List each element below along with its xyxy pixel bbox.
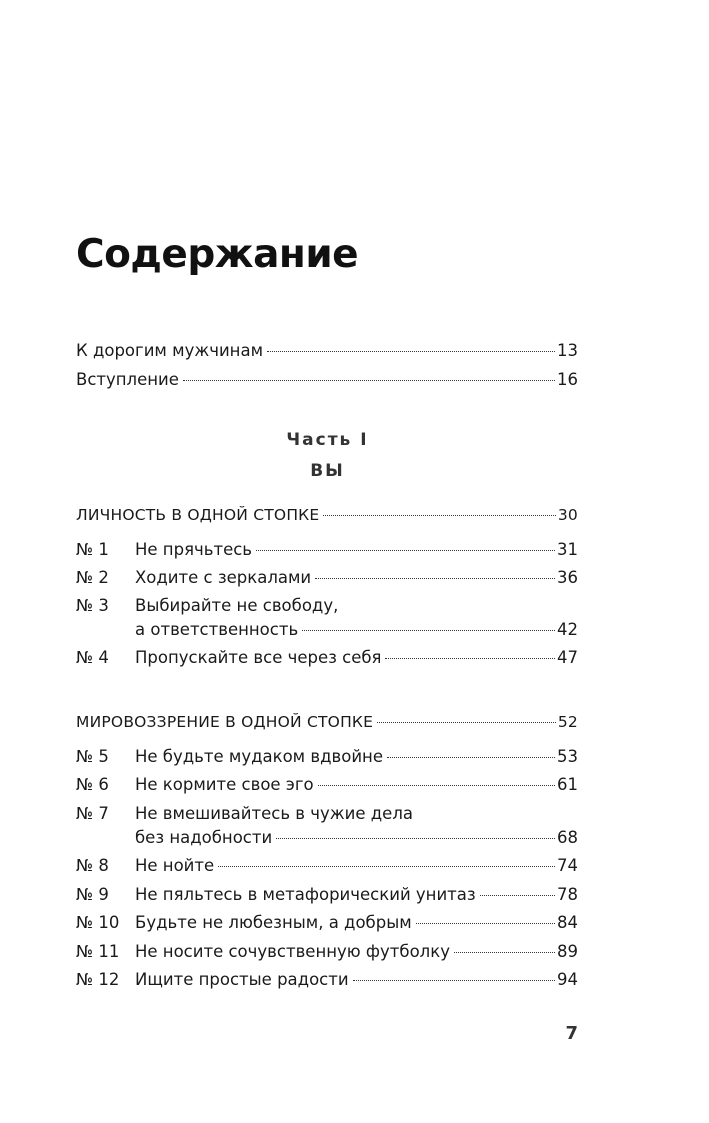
toc-chapter-first-line[interactable]: [76, 802, 413, 826]
toc-chapter[interactable]: [76, 538, 578, 562]
dot-leader: [416, 923, 555, 924]
chapter-page: 74: [557, 856, 578, 875]
dot-leader: [276, 838, 555, 839]
chapter-title: Не нойте: [135, 856, 215, 875]
chapter-title: Не вмешивайтесь в чужие дела: [135, 804, 413, 823]
chapter-number: № 1: [76, 540, 109, 559]
chapter-number: № 9: [76, 885, 109, 904]
section-page: 52: [557, 713, 578, 731]
toc-chapter-continuation[interactable]: [76, 618, 578, 642]
chapter-title: Не пяльтесь в метафорический унитаз: [135, 885, 476, 904]
page-number: 7: [565, 1023, 578, 1044]
section-title: МИРОВОЗЗРЕНИЕ В ОДНОЙ СТОПКЕ: [76, 713, 374, 731]
toc-entry[interactable]: [76, 368, 578, 392]
chapter-page: 89: [557, 942, 578, 961]
toc-chapter[interactable]: [76, 911, 578, 935]
chapter-title: Пропускайте все через себя: [135, 648, 382, 667]
chapter-page: 36: [557, 568, 578, 587]
section-title: ЛИЧНОСТЬ В ОДНОЙ СТОПКЕ: [76, 506, 320, 524]
dot-leader: [480, 895, 555, 896]
dot-leader: [318, 785, 555, 786]
chapter-number: № 8: [76, 856, 109, 875]
dot-leader: [377, 722, 556, 723]
toc-chapter[interactable]: [76, 646, 578, 670]
toc-section[interactable]: [76, 710, 578, 734]
entry-page: 16: [557, 370, 578, 389]
dot-leader: [256, 550, 555, 551]
chapter-page: 53: [557, 747, 578, 766]
toc-chapter[interactable]: [76, 854, 578, 878]
chapter-page: 31: [557, 540, 578, 559]
chapter-title: Ищите простые радости: [135, 970, 349, 989]
chapter-number: № 11: [76, 942, 120, 961]
toc-heading: Содержание: [76, 232, 359, 277]
dot-leader: [183, 380, 555, 381]
toc-entry[interactable]: [76, 339, 578, 363]
entry-title: Вступление: [76, 370, 179, 389]
dot-leader: [302, 630, 555, 631]
part-name: ВЫ: [310, 461, 345, 481]
section-page: 30: [557, 506, 578, 524]
chapter-number: № 12: [76, 970, 120, 989]
chapter-page: 42: [557, 620, 578, 639]
toc-chapter[interactable]: [76, 773, 578, 797]
dot-leader: [353, 980, 555, 981]
toc-chapter[interactable]: [76, 566, 578, 590]
chapter-title: Не прячьтесь: [135, 540, 253, 559]
chapter-number: № 6: [76, 775, 109, 794]
dot-leader: [218, 866, 555, 867]
dot-leader: [454, 952, 555, 953]
chapter-title: Ходите с зеркалами: [135, 568, 312, 587]
chapter-title: Выбирайте не свободу,: [135, 596, 339, 615]
toc-section[interactable]: [76, 503, 578, 527]
chapter-title: Не носите сочувственную футболку: [135, 942, 450, 961]
chapter-number: № 7: [76, 804, 109, 823]
dot-leader: [387, 757, 555, 758]
chapter-title: Будьте не любезным, а добрым: [135, 913, 412, 932]
chapter-number: № 4: [76, 648, 109, 667]
dot-leader: [267, 351, 555, 352]
part-label: Часть I: [286, 430, 369, 450]
toc-chapter[interactable]: [76, 745, 578, 769]
chapter-page: 78: [557, 885, 578, 904]
chapter-number: № 5: [76, 747, 109, 766]
chapter-title-continuation: без надобности: [135, 828, 273, 847]
chapter-title: Не кормите свое эго: [135, 775, 314, 794]
chapter-page: 47: [557, 648, 578, 667]
chapter-title-continuation: а ответственность: [135, 620, 299, 639]
entry-page: 13: [557, 341, 578, 360]
toc-chapter[interactable]: [76, 883, 578, 907]
dot-leader: [323, 515, 556, 516]
chapter-number: № 3: [76, 596, 109, 615]
chapter-page: 84: [557, 913, 578, 932]
chapter-page: 68: [557, 828, 578, 847]
toc-chapter[interactable]: [76, 968, 578, 992]
entry-title: К дорогим мужчинам: [76, 341, 264, 360]
chapter-number: № 10: [76, 913, 120, 932]
chapter-page: 61: [557, 775, 578, 794]
toc-chapter-first-line[interactable]: [76, 594, 338, 618]
dot-leader: [385, 658, 555, 659]
chapter-page: 94: [557, 970, 578, 989]
dot-leader: [315, 578, 555, 579]
toc-chapter[interactable]: [76, 940, 578, 964]
chapter-title: Не будьте мудаком вдвойне: [135, 747, 383, 766]
toc-chapter-continuation[interactable]: [76, 826, 578, 850]
chapter-number: № 2: [76, 568, 109, 587]
